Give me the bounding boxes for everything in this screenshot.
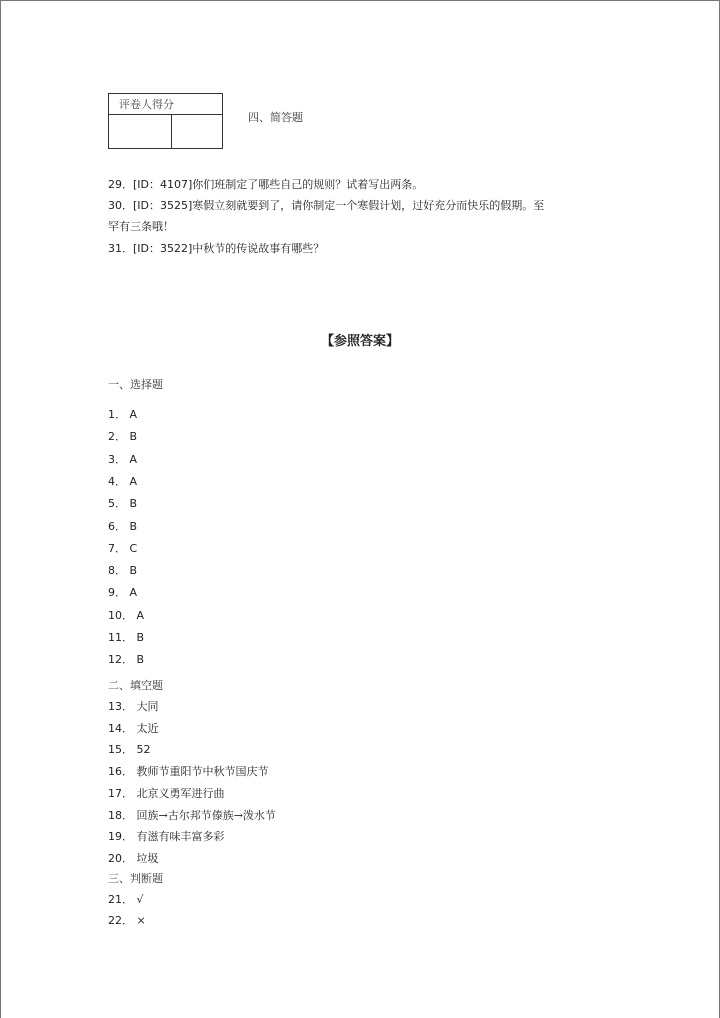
answer-item bbox=[108, 428, 137, 444]
answer-item bbox=[108, 651, 144, 667]
answer-number: 11． bbox=[108, 631, 133, 644]
answer-item bbox=[108, 562, 137, 578]
question-29 bbox=[108, 176, 423, 192]
answer-number: 22． bbox=[108, 914, 133, 927]
answer-number: 16． bbox=[108, 765, 133, 779]
answer-number: 3． bbox=[108, 452, 126, 466]
answer-value: 回族→古尔邦节傣族→泼水节 bbox=[133, 808, 276, 822]
answer-number: 4． bbox=[108, 474, 126, 488]
question-text: 中秋节的传说故事有哪些？ bbox=[192, 242, 325, 255]
grader-cell bbox=[109, 115, 172, 149]
answer-item bbox=[108, 406, 137, 422]
answer-value: B bbox=[126, 497, 138, 511]
answer-value: C bbox=[126, 541, 138, 555]
section-choice-title: 一、选择题 bbox=[108, 378, 163, 391]
answer-item bbox=[108, 451, 137, 467]
answer-value: B bbox=[126, 430, 138, 444]
answer-value: 太近 bbox=[133, 721, 159, 735]
answer-value: B bbox=[126, 564, 138, 578]
answer-number: 9． bbox=[108, 586, 126, 600]
answer-value: 垃圾 bbox=[133, 851, 159, 865]
section-judge-title: 三、判断题 bbox=[108, 872, 163, 885]
answer-number: 6． bbox=[108, 519, 126, 533]
question-text: 寒假立刻就要到了，请你制定一个寒假计划，过好充分而快乐的假期。至 bbox=[192, 199, 545, 212]
answer-item bbox=[108, 698, 159, 714]
answer-item bbox=[108, 741, 151, 757]
answer-item bbox=[108, 828, 225, 844]
answer-value: A bbox=[133, 608, 145, 622]
answer-value: B bbox=[126, 519, 138, 533]
answer-item bbox=[108, 540, 137, 556]
answer-item bbox=[108, 850, 159, 866]
section-fill-title: 二、填空题 bbox=[108, 679, 163, 692]
page-border-left bbox=[0, 0, 1, 1018]
answer-value: 大同 bbox=[133, 700, 159, 713]
answer-value: 教师节重阳节中秋节国庆节 bbox=[133, 765, 269, 779]
question-number: 29．[ID：4107] bbox=[108, 178, 193, 191]
answer-number: 8． bbox=[108, 564, 126, 578]
answer-value: A bbox=[126, 474, 138, 488]
answer-item bbox=[108, 584, 137, 600]
answer-number: 5． bbox=[108, 497, 126, 511]
answer-item bbox=[108, 891, 144, 907]
question-text: 你们班制定了哪些自己的规则？试着写出两条。 bbox=[192, 178, 424, 191]
answer-item bbox=[108, 763, 269, 779]
answer-item bbox=[108, 629, 144, 645]
section-4-title: 四、简答题 bbox=[248, 111, 303, 124]
question-text: 罕有三条哦！ bbox=[108, 220, 174, 233]
answer-item bbox=[108, 912, 146, 928]
answer-value: B bbox=[133, 631, 145, 644]
answer-number: 7． bbox=[108, 541, 126, 555]
answer-number: 19． bbox=[108, 830, 133, 844]
score-box bbox=[108, 93, 223, 149]
score-box-header: 评卷人得分 bbox=[109, 94, 223, 115]
answer-item bbox=[108, 607, 144, 623]
answer-heading: 【参照答案】 bbox=[320, 334, 399, 349]
answer-value: B bbox=[133, 653, 145, 667]
question-30 bbox=[108, 197, 544, 213]
answer-number: 10． bbox=[108, 608, 133, 622]
page-border-top bbox=[0, 0, 720, 1]
answer-value: √ bbox=[133, 893, 144, 906]
answer-item bbox=[108, 807, 276, 823]
answer-number: 14． bbox=[108, 721, 133, 735]
answer-item bbox=[108, 495, 137, 511]
answer-item bbox=[108, 518, 137, 534]
answer-item bbox=[108, 720, 159, 736]
answer-number: 12． bbox=[108, 653, 133, 667]
answer-item bbox=[108, 785, 225, 801]
answer-value: A bbox=[126, 408, 138, 421]
question-31 bbox=[108, 240, 324, 256]
answer-value: 有滋有味丰富多彩 bbox=[133, 830, 225, 844]
answer-value: × bbox=[133, 914, 146, 927]
answer-value: 北京义勇军进行曲 bbox=[133, 786, 225, 800]
answer-number: 1． bbox=[108, 408, 126, 421]
score-cell bbox=[172, 115, 223, 149]
answer-value: A bbox=[126, 586, 138, 600]
question-number: 30．[ID：3525] bbox=[108, 199, 193, 212]
answer-number: 20． bbox=[108, 851, 133, 865]
answer-number: 15． bbox=[108, 743, 133, 757]
answer-number: 13． bbox=[108, 700, 133, 713]
answer-number: 17． bbox=[108, 786, 133, 800]
question-30-cont bbox=[108, 218, 174, 234]
question-number: 31．[ID：3522] bbox=[108, 242, 193, 255]
answer-value: A bbox=[126, 452, 138, 466]
answer-value: 52 bbox=[133, 743, 151, 757]
answer-number: 2． bbox=[108, 430, 126, 444]
answer-item bbox=[108, 473, 137, 489]
answer-number: 21． bbox=[108, 893, 133, 906]
answer-number: 18． bbox=[108, 808, 133, 822]
